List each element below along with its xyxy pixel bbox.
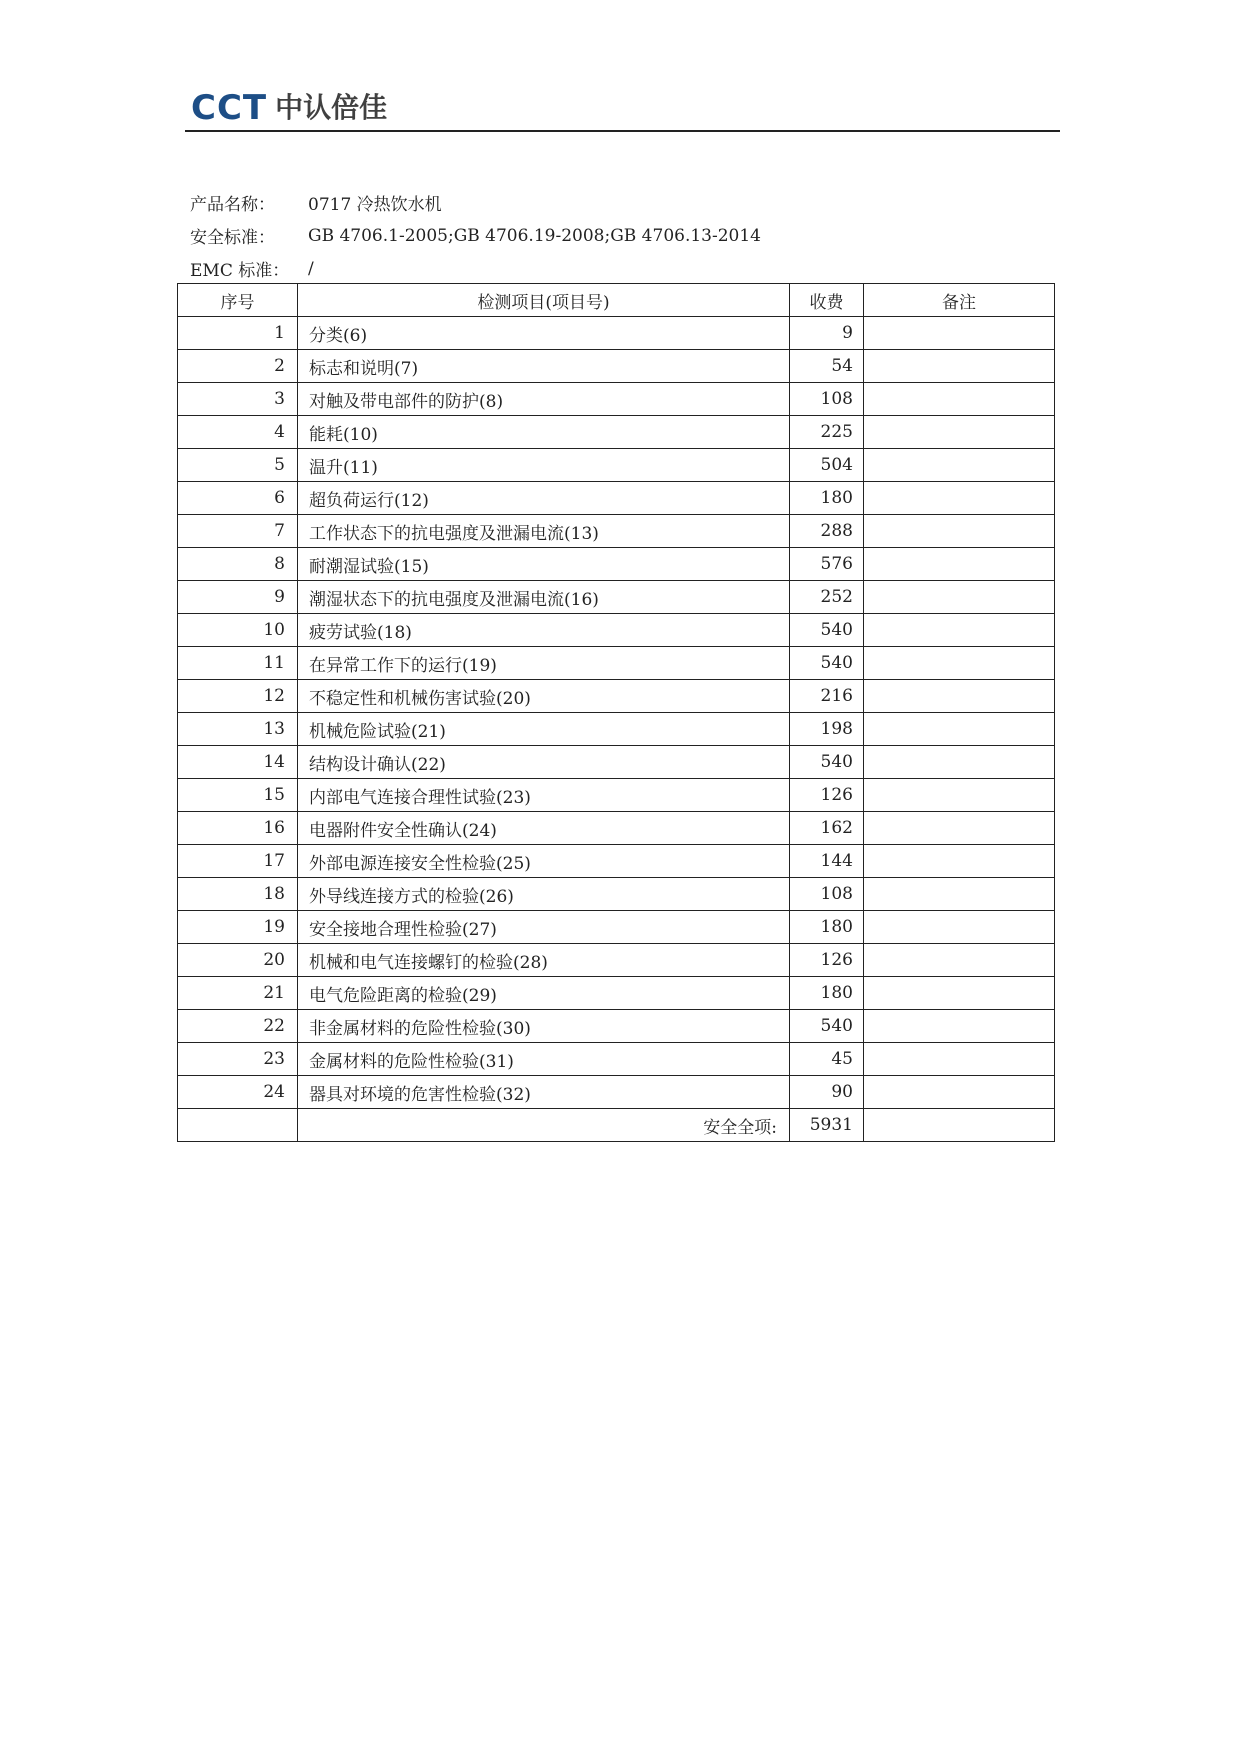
row-item: 超负荷运行(12)	[298, 482, 790, 515]
row-item: 器具对环境的危害性检验(32)	[298, 1076, 790, 1109]
table-row	[178, 1043, 1055, 1076]
table-row	[178, 317, 1055, 350]
row-fee: 540	[790, 647, 864, 680]
total-value: 5931	[790, 1109, 864, 1142]
row-no: 2	[178, 350, 298, 383]
row-note	[864, 1076, 1055, 1109]
row-item: 电气危险距离的检验(29)	[298, 977, 790, 1010]
row-no: 3	[178, 383, 298, 416]
row-item: 外部电源连接安全性检验(25)	[298, 845, 790, 878]
fee-table	[177, 283, 1055, 1142]
total-row	[178, 1109, 1055, 1142]
emc-standard-value: /	[308, 258, 314, 279]
row-item: 金属材料的危险性检验(31)	[298, 1043, 790, 1076]
row-note	[864, 449, 1055, 482]
logo-text-zh: 中认倍佳	[275, 91, 388, 124]
row-note	[864, 416, 1055, 449]
row-fee: 45	[790, 1043, 864, 1076]
table-row	[178, 878, 1055, 911]
table-row	[178, 812, 1055, 845]
row-item: 结构设计确认(22)	[298, 746, 790, 779]
row-note	[864, 812, 1055, 845]
row-fee: 9	[790, 317, 864, 350]
table-row	[178, 350, 1055, 383]
company-logo	[191, 90, 387, 126]
row-item: 非金属材料的危险性检验(30)	[298, 1010, 790, 1043]
table-row	[178, 977, 1055, 1010]
row-fee: 108	[790, 878, 864, 911]
table-row	[178, 845, 1055, 878]
row-no: 11	[178, 647, 298, 680]
row-no: 10	[178, 614, 298, 647]
emc-standard-row	[190, 252, 1050, 285]
row-item: 标志和说明(7)	[298, 350, 790, 383]
row-fee: 126	[790, 779, 864, 812]
row-item: 外导线连接方式的检验(26)	[298, 878, 790, 911]
product-name-label: 产品名称：	[190, 195, 275, 215]
table-row	[178, 1010, 1055, 1043]
row-note	[864, 1043, 1055, 1076]
row-item: 疲劳试验(18)	[298, 614, 790, 647]
row-note	[864, 614, 1055, 647]
row-no: 21	[178, 977, 298, 1010]
row-no: 12	[178, 680, 298, 713]
row-note	[864, 845, 1055, 878]
table-row	[178, 614, 1055, 647]
row-item: 工作状态下的抗电强度及泄漏电流(13)	[298, 515, 790, 548]
total-label: 安全全项:	[298, 1109, 790, 1142]
row-no: 9	[178, 581, 298, 614]
row-fee: 225	[790, 416, 864, 449]
row-item: 内部电气连接合理性试验(23)	[298, 779, 790, 812]
row-fee: 162	[790, 812, 864, 845]
table-row	[178, 416, 1055, 449]
row-item: 对触及带电部件的防护(8)	[298, 383, 790, 416]
row-note	[864, 581, 1055, 614]
row-fee: 540	[790, 614, 864, 647]
row-item: 机械和电气连接螺钉的检验(28)	[298, 944, 790, 977]
row-no: 19	[178, 911, 298, 944]
row-fee: 504	[790, 449, 864, 482]
row-item: 耐潮湿试验(15)	[298, 548, 790, 581]
row-note	[864, 548, 1055, 581]
table-row	[178, 746, 1055, 779]
row-fee: 126	[790, 944, 864, 977]
table-row	[178, 449, 1055, 482]
row-no: 15	[178, 779, 298, 812]
header-item: 检测项目(项目号)	[298, 284, 790, 317]
row-note	[864, 977, 1055, 1010]
row-note	[864, 383, 1055, 416]
row-fee: 540	[790, 746, 864, 779]
table-row	[178, 944, 1055, 977]
row-note	[864, 647, 1055, 680]
header-note: 备注	[864, 284, 1055, 317]
table-body	[178, 317, 1055, 1109]
emc-standard-label: EMC 标准：	[190, 261, 290, 281]
row-no: 4	[178, 416, 298, 449]
table-row	[178, 383, 1055, 416]
row-fee: 180	[790, 977, 864, 1010]
row-fee: 576	[790, 548, 864, 581]
row-no: 17	[178, 845, 298, 878]
row-note	[864, 746, 1055, 779]
page-header	[185, 90, 1060, 132]
header-no: 序号	[178, 284, 298, 317]
row-fee: 108	[790, 383, 864, 416]
table-row	[178, 548, 1055, 581]
row-item: 机械危险试验(21)	[298, 713, 790, 746]
product-info	[190, 186, 1050, 285]
table-row	[178, 1076, 1055, 1109]
row-no: 20	[178, 944, 298, 977]
row-note	[864, 350, 1055, 383]
row-fee: 288	[790, 515, 864, 548]
product-name-row	[190, 186, 1050, 219]
row-note	[864, 713, 1055, 746]
table-row	[178, 911, 1055, 944]
table-header-row	[178, 284, 1055, 317]
table-row	[178, 713, 1055, 746]
row-item: 温升(11)	[298, 449, 790, 482]
row-no: 6	[178, 482, 298, 515]
table-row	[178, 581, 1055, 614]
row-no: 13	[178, 713, 298, 746]
total-note-cell	[864, 1109, 1055, 1142]
table-row	[178, 779, 1055, 812]
row-note	[864, 317, 1055, 350]
row-note	[864, 878, 1055, 911]
logo-text-en: CCT	[191, 88, 268, 128]
row-no: 23	[178, 1043, 298, 1076]
row-fee: 90	[790, 1076, 864, 1109]
row-no: 24	[178, 1076, 298, 1109]
table-row	[178, 482, 1055, 515]
row-no: 18	[178, 878, 298, 911]
row-fee: 216	[790, 680, 864, 713]
safety-standard-value: GB 4706.1-2005;GB 4706.19-2008;GB 4706.13-2014	[308, 225, 761, 246]
table-row	[178, 680, 1055, 713]
row-item: 电器附件安全性确认(24)	[298, 812, 790, 845]
row-no: 5	[178, 449, 298, 482]
row-fee: 54	[790, 350, 864, 383]
row-note	[864, 482, 1055, 515]
row-no: 7	[178, 515, 298, 548]
row-fee: 198	[790, 713, 864, 746]
total-no-cell	[178, 1109, 298, 1142]
row-item: 分类(6)	[298, 317, 790, 350]
row-no: 8	[178, 548, 298, 581]
safety-standard-row	[190, 219, 1050, 252]
safety-standard-label: 安全标准：	[190, 228, 275, 248]
row-note	[864, 779, 1055, 812]
row-item: 能耗(10)	[298, 416, 790, 449]
row-no: 16	[178, 812, 298, 845]
row-note	[864, 911, 1055, 944]
row-fee: 252	[790, 581, 864, 614]
row-no: 22	[178, 1010, 298, 1043]
row-fee: 180	[790, 482, 864, 515]
row-note	[864, 1010, 1055, 1043]
row-no: 1	[178, 317, 298, 350]
row-item: 在异常工作下的运行(19)	[298, 647, 790, 680]
row-note	[864, 515, 1055, 548]
row-fee: 180	[790, 911, 864, 944]
product-name-value: 0717 冷热饮水机	[308, 195, 442, 215]
row-item: 潮湿状态下的抗电强度及泄漏电流(16)	[298, 581, 790, 614]
table-row	[178, 515, 1055, 548]
row-note	[864, 680, 1055, 713]
row-fee: 144	[790, 845, 864, 878]
row-item: 安全接地合理性检验(27)	[298, 911, 790, 944]
row-note	[864, 944, 1055, 977]
table-row	[178, 647, 1055, 680]
row-no: 14	[178, 746, 298, 779]
header-fee: 收费	[790, 284, 864, 317]
row-item: 不稳定性和机械伤害试验(20)	[298, 680, 790, 713]
row-fee: 540	[790, 1010, 864, 1043]
